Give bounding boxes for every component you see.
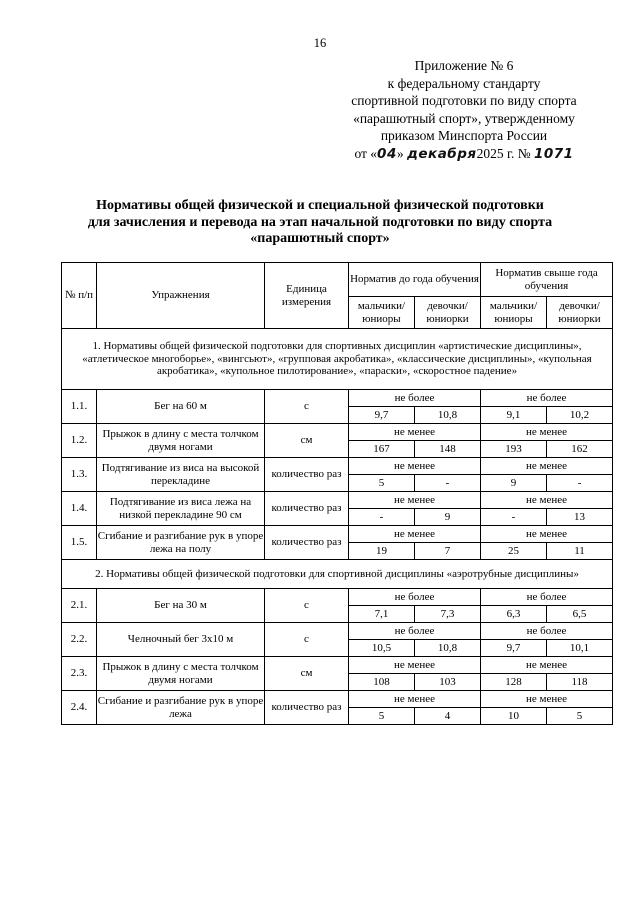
appendix-line-3: спортивной подготовки по виду спорта xyxy=(351,93,577,108)
value-boys-to-year: 5 xyxy=(349,475,415,492)
condition-to-year: не более xyxy=(349,589,481,606)
value-girls-over-year: 6,5 xyxy=(547,606,613,623)
unit-of-measure: количество раз xyxy=(265,458,349,492)
table-row xyxy=(62,623,613,640)
date-prefix: от « xyxy=(354,145,378,161)
exercise-name: Прыжок в длину с места толчком двумя ногами xyxy=(97,657,265,691)
row-number: 1.2. xyxy=(62,424,97,458)
unit-of-measure: см xyxy=(265,657,349,691)
norms-table xyxy=(61,262,613,725)
condition-to-year: не менее xyxy=(349,657,481,674)
value-boys-to-year: 108 xyxy=(349,674,415,691)
date-year: 2025 г. № xyxy=(476,145,531,161)
condition-over-year: не более xyxy=(481,623,613,640)
condition-to-year: не менее xyxy=(349,691,481,708)
header-boys-2: мальчики/ юниоры xyxy=(481,297,547,329)
unit-of-measure: количество раз xyxy=(265,691,349,725)
value-boys-over-year: 193 xyxy=(481,441,547,458)
section-row-2 xyxy=(62,560,613,589)
exercise-name: Сгибание и разгибание рук в упоре лежа на полу xyxy=(97,526,265,560)
row-number: 1.4. xyxy=(62,492,97,526)
exercise-name: Челночный бег 3х10 м xyxy=(97,623,265,657)
unit-of-measure: с xyxy=(265,589,349,623)
unit-of-measure: количество раз xyxy=(265,492,349,526)
value-boys-over-year: 9,7 xyxy=(481,640,547,657)
table-row xyxy=(62,526,613,543)
appendix-line-1: Приложение № 6 xyxy=(414,58,514,73)
order-number-handwritten: 1071 xyxy=(533,145,574,162)
value-boys-to-year: 167 xyxy=(349,441,415,458)
table-row xyxy=(62,390,613,407)
exercise-name: Сгибание и разгибание рук в упоре лежа xyxy=(97,691,265,725)
value-girls-over-year: 162 xyxy=(547,441,613,458)
table-row xyxy=(62,657,613,674)
condition-over-year: не менее xyxy=(481,492,613,509)
condition-to-year: не менее xyxy=(349,492,481,509)
appendix-line-4: «парашютный спорт», утвержденному xyxy=(353,110,575,126)
header-norm-over-year: Норматив свыше года обучения xyxy=(481,263,613,297)
condition-to-year: не менее xyxy=(349,526,481,543)
date-mid: » xyxy=(396,145,404,161)
condition-over-year: не менее xyxy=(481,526,613,543)
condition-to-year: не менее xyxy=(349,458,481,475)
value-girls-over-year: 118 xyxy=(547,674,613,691)
value-girls-to-year: 4 xyxy=(415,708,481,725)
value-boys-over-year: 9 xyxy=(481,475,547,492)
value-boys-over-year: 25 xyxy=(481,543,547,560)
row-number: 1.3. xyxy=(62,458,97,492)
exercise-name: Прыжок в длину с места толчком двумя ногами xyxy=(97,424,265,458)
condition-over-year: не менее xyxy=(481,691,613,708)
table-row xyxy=(62,691,613,708)
exercise-name: Бег на 30 м xyxy=(97,589,265,623)
value-girls-to-year: 7 xyxy=(415,543,481,560)
condition-over-year: не менее xyxy=(481,458,613,475)
row-number: 2.1. xyxy=(62,589,97,623)
value-boys-to-year: 5 xyxy=(349,708,415,725)
value-boys-to-year: 9,7 xyxy=(349,407,415,424)
appendix-header xyxy=(314,57,614,163)
section-1-heading: 1. Нормативы общей физической подготовки для спортивных дисциплин «артистические дисциплины», «атлетическое многоборье», «вингсьют», «групповая акробатика», «классические дисциплины», «купольная акробатика», «купольное пилотирование», «параски», «скоростное падение» xyxy=(62,329,613,390)
row-number: 2.4. xyxy=(62,691,97,725)
value-boys-to-year: 7,1 xyxy=(349,606,415,623)
page-number: 16 xyxy=(313,36,327,50)
table-row xyxy=(62,458,613,475)
title-line-2: для зачисления и перевода на этап начальной подготовки по виду спорта xyxy=(87,214,553,230)
value-boys-over-year: 128 xyxy=(481,674,547,691)
title-line-1: Нормативы общей физической и специальной физической подготовки xyxy=(96,198,544,213)
header-girls-2: девочки/ юниорки xyxy=(547,297,613,329)
value-boys-over-year: - xyxy=(481,509,547,526)
exercise-name: Подтягивание из виса лежа на низкой перекладине 90 см xyxy=(97,492,265,526)
value-girls-to-year: 10,8 xyxy=(415,407,481,424)
table-row xyxy=(62,424,613,441)
condition-to-year: не более xyxy=(349,390,481,407)
appendix-line-5: приказом Минспорта России xyxy=(380,128,548,143)
condition-over-year: не менее xyxy=(481,424,613,441)
value-girls-over-year: 10,1 xyxy=(547,640,613,657)
value-girls-to-year: 148 xyxy=(415,441,481,458)
table-row xyxy=(62,589,613,606)
value-girls-to-year: 10,8 xyxy=(415,640,481,657)
appendix-date-line xyxy=(314,145,614,164)
document-title xyxy=(40,198,600,248)
value-boys-to-year: 19 xyxy=(349,543,415,560)
value-girls-to-year: - xyxy=(415,475,481,492)
section-row-1 xyxy=(62,329,613,390)
value-boys-over-year: 9,1 xyxy=(481,407,547,424)
unit-of-measure: с xyxy=(265,623,349,657)
unit-of-measure: количество раз xyxy=(265,526,349,560)
row-number: 2.3. xyxy=(62,657,97,691)
value-girls-over-year: 5 xyxy=(547,708,613,725)
value-girls-to-year: 7,3 xyxy=(415,606,481,623)
value-girls-to-year: 103 xyxy=(415,674,481,691)
header-num: № п/п xyxy=(62,263,97,329)
condition-over-year: не более xyxy=(481,589,613,606)
section-2-heading: 2. Нормативы общей физической подготовки для спортивной дисциплины «аэротрубные дисциплины» xyxy=(62,560,613,589)
appendix-line-2: к федеральному стандарту xyxy=(387,75,541,91)
table-row xyxy=(62,492,613,509)
condition-to-year: не более xyxy=(349,623,481,640)
row-number: 1.5. xyxy=(62,526,97,560)
exercise-name: Бег на 60 м xyxy=(97,390,265,424)
header-girls-1: девочки/ юниорки xyxy=(415,297,481,329)
row-number: 2.2. xyxy=(62,623,97,657)
header-exercise: Упражнения xyxy=(97,263,265,329)
unit-of-measure: см xyxy=(265,424,349,458)
row-number: 1.1. xyxy=(62,390,97,424)
value-boys-over-year: 6,3 xyxy=(481,606,547,623)
condition-over-year: не более xyxy=(481,390,613,407)
condition-to-year: не менее xyxy=(349,424,481,441)
value-boys-over-year: 10 xyxy=(481,708,547,725)
value-boys-to-year: - xyxy=(349,509,415,526)
value-girls-over-year: 13 xyxy=(547,509,613,526)
header-boys-1: мальчики/ юниоры xyxy=(349,297,415,329)
unit-of-measure: с xyxy=(265,390,349,424)
value-boys-to-year: 10,5 xyxy=(349,640,415,657)
header-unit: Единица измерения xyxy=(265,263,349,329)
value-girls-to-year: 9 xyxy=(415,509,481,526)
date-day-handwritten: 04 xyxy=(377,145,397,162)
title-line-3: «парашютный спорт» xyxy=(250,231,390,246)
date-month-handwritten: декабря xyxy=(406,145,477,162)
header-norm-to-year: Норматив до года обучения xyxy=(349,263,481,297)
value-girls-over-year: 11 xyxy=(547,543,613,560)
value-girls-over-year: - xyxy=(547,475,613,492)
exercise-name: Подтягивание из виса на высокой перекладине xyxy=(97,458,265,492)
value-girls-over-year: 10,2 xyxy=(547,407,613,424)
condition-over-year: не менее xyxy=(481,657,613,674)
